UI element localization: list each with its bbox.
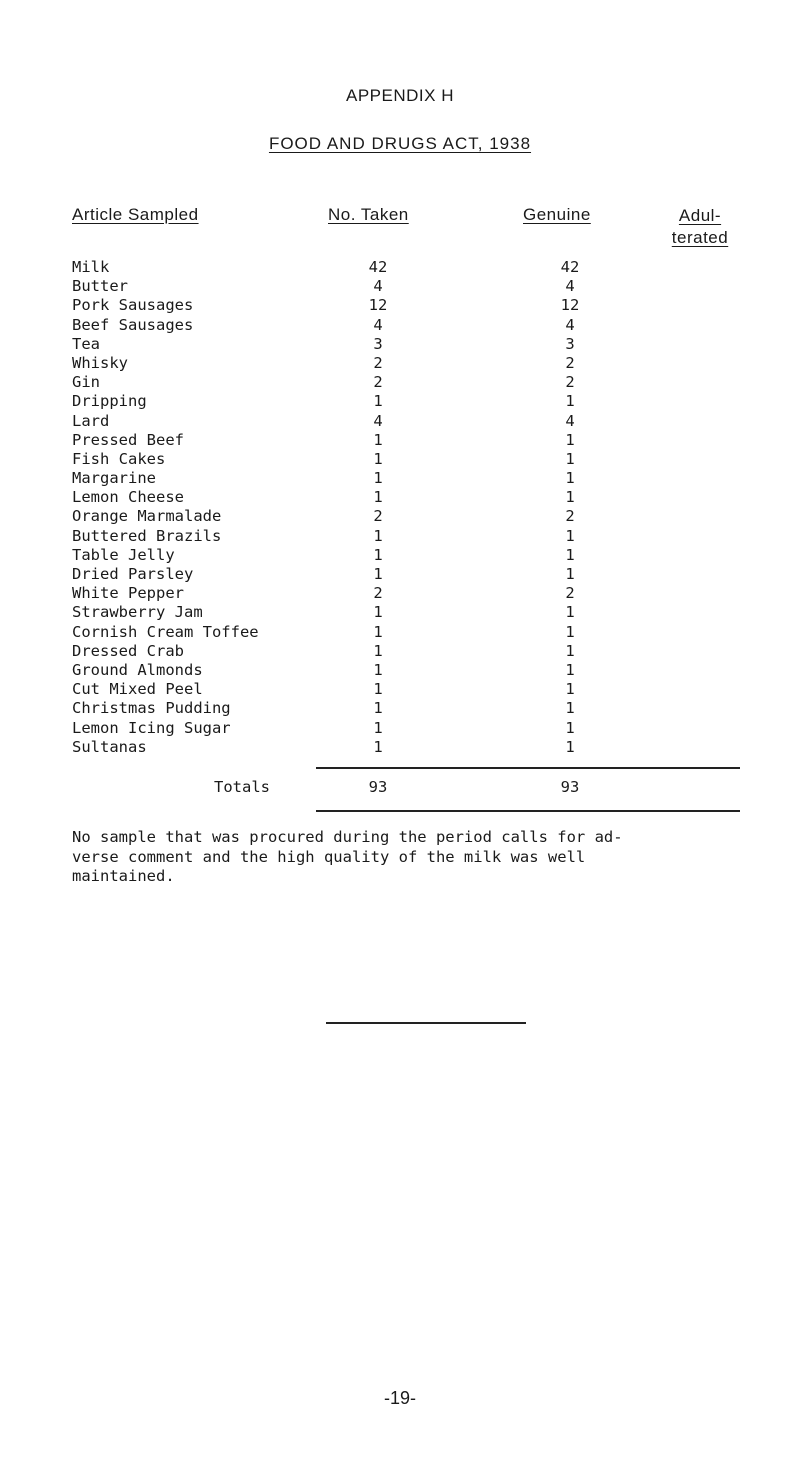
- totals-bottom-rule: [316, 810, 740, 812]
- article-cell: Cut Mixed Peel: [72, 680, 203, 699]
- genuine-cell: 42: [560, 258, 580, 276]
- table-row: [0, 277, 800, 296]
- article-cell: Margarine: [72, 469, 156, 488]
- column-header-adulterated: [655, 205, 745, 249]
- table-row: [0, 335, 800, 354]
- samples-table: [0, 258, 800, 757]
- article-cell: Orange Marmalade: [72, 507, 222, 526]
- table-row: [0, 680, 800, 699]
- page-number: -19-: [383, 1388, 416, 1408]
- article-cell: White Pepper: [72, 584, 184, 603]
- genuine-cell: 1: [565, 449, 575, 468]
- article-cell: Dressed Crab: [72, 641, 184, 660]
- table-row: [0, 258, 800, 277]
- article-cell: Lard: [72, 411, 110, 430]
- genuine-cell: 12: [560, 296, 580, 315]
- genuine-cell: 1: [565, 680, 575, 699]
- taken-cell: 1: [373, 718, 383, 737]
- table-row: [0, 699, 800, 718]
- article-cell: Dried Parsley: [72, 565, 194, 583]
- taken-cell: 2: [373, 373, 383, 392]
- genuine-cell: 1: [565, 660, 575, 679]
- genuine-cell: 1: [565, 603, 575, 622]
- taken-cell: 4: [373, 411, 383, 430]
- genuine-cell: 1: [565, 622, 575, 641]
- article-cell: Pressed Beef: [72, 430, 184, 449]
- taken-cell: 1: [373, 680, 383, 699]
- article-cell: Cornish Cream Toffee: [72, 622, 259, 641]
- taken-cell: 2: [373, 353, 383, 372]
- table-row: [0, 392, 800, 411]
- taken-cell: 1: [373, 449, 383, 468]
- taken-cell: 1: [373, 526, 383, 545]
- article-cell: Pork Sausages: [72, 296, 194, 315]
- totals-taken: 93: [368, 778, 388, 796]
- taken-cell: 12: [368, 296, 388, 315]
- taken-cell: 1: [373, 660, 383, 679]
- article-cell: Sultanas: [72, 737, 147, 756]
- genuine-cell: 1: [565, 641, 575, 660]
- taken-cell: 1: [373, 737, 383, 756]
- taken-cell: 1: [373, 699, 383, 718]
- table-row: [0, 642, 800, 661]
- genuine-cell: 2: [565, 507, 575, 526]
- genuine-cell: 4: [565, 411, 575, 430]
- article-cell: Butter: [72, 277, 128, 296]
- taken-cell: 1: [373, 545, 383, 564]
- taken-cell: 1: [373, 641, 383, 660]
- table-row: [0, 584, 800, 603]
- genuine-cell: 1: [565, 469, 575, 488]
- table-row: [0, 719, 800, 738]
- totals-label: Totals: [214, 778, 270, 796]
- article-cell: Fish Cakes: [72, 449, 166, 468]
- taken-cell: 42: [368, 258, 388, 276]
- column-header-genuine: Genuine: [523, 205, 591, 224]
- column-header-adulterated-line1: Adul-: [678, 206, 722, 225]
- table-row: [0, 507, 800, 526]
- table-row: [0, 354, 800, 373]
- article-cell: Buttered Brazils: [72, 526, 222, 545]
- genuine-cell: 3: [565, 334, 575, 353]
- table-row: [0, 469, 800, 488]
- genuine-cell: 1: [565, 737, 575, 756]
- article-cell: Beef Sausages: [72, 315, 194, 334]
- table-row: [0, 527, 800, 546]
- genuine-cell: 1: [565, 699, 575, 718]
- column-header-adulterated-line2: terated: [671, 228, 729, 247]
- genuine-cell: 2: [565, 373, 575, 392]
- taken-cell: 1: [373, 622, 383, 641]
- table-row: [0, 450, 800, 469]
- section-divider: [326, 1022, 526, 1024]
- article-cell: Ground Almonds: [72, 660, 203, 679]
- table-row: [0, 661, 800, 680]
- table-row: [0, 546, 800, 565]
- taken-cell: 1: [373, 430, 383, 449]
- taken-cell: 4: [373, 315, 383, 334]
- table-row: [0, 296, 800, 315]
- genuine-cell: 1: [565, 392, 575, 411]
- genuine-cell: 1: [565, 526, 575, 545]
- genuine-cell: 1: [565, 488, 575, 507]
- table-row: [0, 738, 800, 757]
- genuine-cell: 4: [565, 315, 575, 334]
- totals-genuine: 93: [560, 778, 580, 796]
- genuine-cell: 2: [565, 353, 575, 372]
- article-cell: Lemon Cheese: [72, 488, 184, 507]
- table-row: [0, 431, 800, 450]
- article-cell: Table Jelly: [72, 545, 175, 564]
- article-cell: Milk: [72, 258, 110, 276]
- taken-cell: 2: [373, 507, 383, 526]
- table-row: [0, 623, 800, 642]
- genuine-cell: 2: [565, 584, 575, 603]
- taken-cell: 1: [373, 488, 383, 507]
- genuine-cell: 1: [565, 565, 575, 583]
- table-row: [0, 488, 800, 507]
- table-row: [0, 565, 800, 584]
- table-row: [0, 373, 800, 392]
- article-cell: Whisky: [72, 353, 128, 372]
- totals-top-rule: [316, 767, 740, 769]
- column-header-article: Article Sampled: [72, 205, 199, 224]
- note-paragraph: No sample that was procured during the period calls for ad- verse comment and the high quality of the milk was well maintained.: [72, 828, 623, 885]
- act-title-text: FOOD AND DRUGS ACT, 1938: [268, 134, 532, 153]
- taken-cell: 2: [373, 584, 383, 603]
- article-cell: Lemon Icing Sugar: [72, 718, 231, 737]
- appendix-heading: APPENDIX H: [346, 86, 454, 105]
- article-cell: Strawberry Jam: [72, 603, 203, 622]
- taken-cell: 4: [373, 277, 383, 296]
- act-title: [0, 134, 800, 154]
- taken-cell: 1: [373, 603, 383, 622]
- table-row: [0, 412, 800, 431]
- table-row: [0, 316, 800, 335]
- taken-cell: 3: [373, 334, 383, 353]
- taken-cell: 1: [373, 392, 383, 411]
- article-cell: Gin: [72, 373, 100, 392]
- genuine-cell: 1: [565, 545, 575, 564]
- column-header-taken: No. Taken: [328, 205, 409, 224]
- genuine-cell: 4: [565, 277, 575, 296]
- article-cell: Dripping: [72, 392, 147, 411]
- genuine-cell: 1: [565, 430, 575, 449]
- genuine-cell: 1: [565, 718, 575, 737]
- taken-cell: 1: [373, 565, 383, 583]
- article-cell: Tea: [72, 334, 100, 353]
- article-cell: Christmas Pudding: [72, 699, 231, 718]
- table-row: [0, 603, 800, 622]
- taken-cell: 1: [373, 469, 383, 488]
